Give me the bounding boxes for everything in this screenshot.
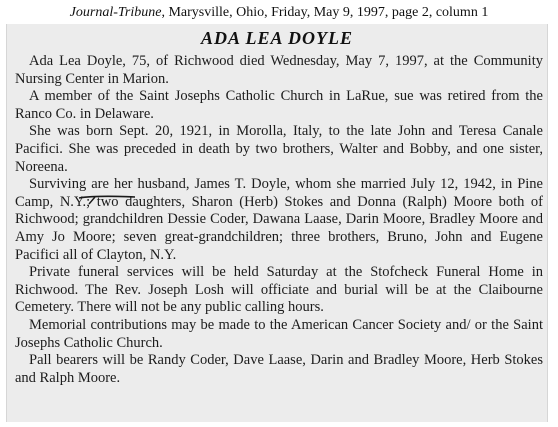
pen-stroke	[79, 196, 135, 198]
obituary-paragraph-death: Ada Lea Doyle, 75, of Richwood died Wednesday, May 7, 1997, at the Community Nursing Center in Marion.	[15, 53, 543, 87]
obituary-headline: ADA LEA DOYLE	[200, 28, 354, 48]
publication-name: Journal-Tribune	[69, 5, 162, 20]
obituary-paragraph-church: A member of the Saint Josephs Catholic Church in LaRue, sue was retired from the Ranco Co. in Delaware.	[15, 88, 543, 122]
obituary-body	[15, 53, 543, 387]
obituary-paragraph-survivors: Surviving are her husband, James T. Doyle, whom she married July 12, 1942, in Pine Camp, N.Y.; two daughters, Sharon (Herb) Stokes and Donna (Ralph) Moore both of Richwood; grandchildren Dessie Coder, Dawana Laase, Darin Moore, Bradley Moore and Amy Jo Moore; seven great-grandchildren; three brothers, Bruno, John and Eugene Pacifici all of Clayton, N.Y.	[15, 176, 543, 263]
newspaper-clipping	[6, 24, 548, 422]
obituary-paragraph-birth: She was born Sept. 20, 1921, in Morolla, Italy, to the late John and Teresa Canale Pacifici. She was preceded in death by two brothers, Walter and Bobby, and one sister, Noreena.	[15, 123, 543, 175]
source-caption	[0, 4, 558, 22]
pen-stroke-tail	[89, 197, 95, 204]
obituary-paragraph-memorials: Memorial contributions may be made to the American Cancer Society and/ or the Saint Josephs Catholic Church.	[15, 316, 543, 351]
publication-details: , Marysville, Ohio, Friday, May 9, 1997, page 2, column 1	[161, 5, 489, 20]
obituary-paragraph-services: Private funeral services will be held Saturday at the Stofcheck Funeral Home in Richwood. The Rev. Joseph Losh will officiate and burial will be at the Claibourne Cemetery. There will not be any public calling hours.	[15, 264, 543, 316]
obituary-paragraph-pallbearers: Pall bearers will be Randy Coder, Dave Laase, Darin and Bradley Moore, Herb Stokes and Ralph Moore.	[15, 352, 543, 386]
handwritten-underline-mark	[77, 195, 137, 205]
